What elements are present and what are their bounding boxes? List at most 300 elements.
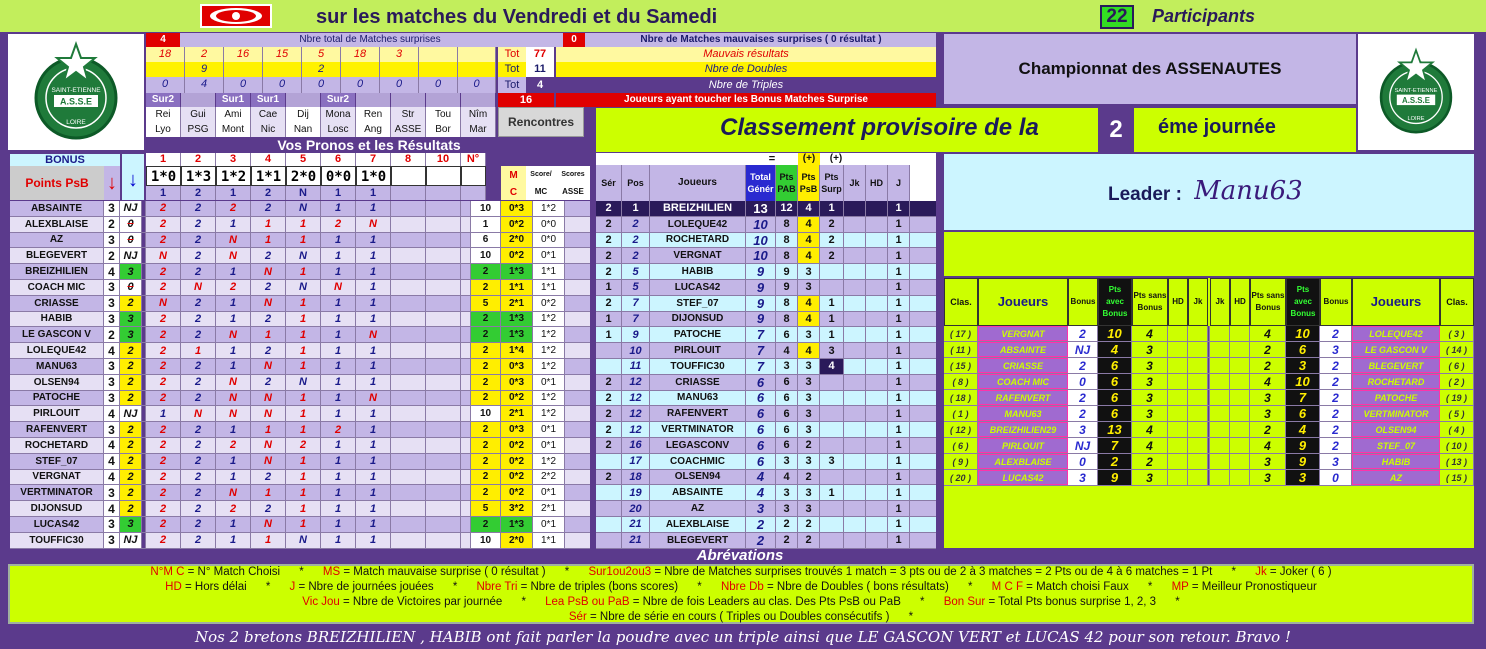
player-score-mc: 0*2 <box>501 470 533 485</box>
spacer <box>461 470 471 485</box>
ranking-jk <box>844 264 866 279</box>
top-stat-cell: 0 <box>224 77 263 93</box>
abbrev-key: HD <box>165 581 182 593</box>
ranking-name: PIRLOUIT <box>650 343 746 358</box>
abbrev-value: = Total Pts bonus surprise 1, 2, 3 * <box>985 596 1180 608</box>
abbrev-value: = Nbre de fois Leaders au clas. Des Pts PsB ou PaB * <box>629 596 944 608</box>
prono-cell <box>426 517 461 532</box>
rencontres-button[interactable]: Rencontres <box>498 107 584 137</box>
duel-ls: 3 <box>1132 406 1168 421</box>
leader-label: Leader : <box>1108 184 1182 205</box>
ranking-tot: 6 <box>746 454 776 469</box>
ranking-surp: 3 <box>820 343 844 358</box>
ranking-tot: 6 <box>746 375 776 390</box>
ranking-hd <box>866 533 888 548</box>
prono-cell: 1 <box>286 501 321 516</box>
prono-cell: 1 <box>216 470 251 485</box>
ranking-pos: 5 <box>622 264 650 279</box>
ranking-name: ALEXBLAISE <box>650 517 746 532</box>
duel-lb: NJ <box>1068 438 1098 453</box>
duel-ls: 2 <box>1132 454 1168 469</box>
duel-rc: ( 15 ) <box>1440 470 1474 485</box>
spacer <box>461 327 471 342</box>
ranking-pos: 7 <box>622 296 650 311</box>
ranking-hd <box>866 217 888 232</box>
player-match-choisi: 10 <box>471 533 501 548</box>
top-stat-cell: 18 <box>146 47 185 62</box>
ranking-tot: 4 <box>746 470 776 485</box>
duel-row <box>944 390 1474 406</box>
prono-cell: N <box>216 375 251 390</box>
prono-cell: N <box>216 233 251 248</box>
duel-rs: 4 <box>1250 438 1286 453</box>
top-stat-cell <box>419 47 458 62</box>
spacer <box>1168 358 1188 373</box>
ranking-psb: 3 <box>798 485 820 500</box>
ranking-hd <box>866 485 888 500</box>
spacer <box>461 391 471 406</box>
prono-cell <box>426 391 461 406</box>
player-psb-points: 3 <box>104 201 120 216</box>
prono-cell: 1 <box>356 359 391 374</box>
ranking-header-cell: Pts PAB <box>776 165 798 201</box>
prono-cell: 1 <box>286 312 321 327</box>
match-number: N° <box>461 153 486 166</box>
duel-la: 6 <box>1098 358 1132 373</box>
duel-row <box>944 374 1474 390</box>
ranking-pos: 12 <box>622 391 650 406</box>
prono-cell: 1 <box>286 343 321 358</box>
ranking-pos: 20 <box>622 501 650 516</box>
prono-cell: N <box>356 327 391 342</box>
ranking-psb: 3 <box>798 359 820 374</box>
duel-la: 4 <box>1098 342 1132 357</box>
duel-lb: 2 <box>1068 326 1098 341</box>
duel-lb: 3 <box>1068 470 1098 485</box>
top-stat-cell: 0 <box>263 77 302 93</box>
prono-cell: 1 <box>356 375 391 390</box>
duel-ln: PIRLOUIT <box>978 438 1068 453</box>
ranking-jk <box>844 501 866 516</box>
prono-cell <box>391 343 426 358</box>
abbrev-value: = Nbre de Matches surprises trouvés 1 match = 3 pts ou de 2 à 3 matches = 2 Pts ou de 4 à 6 matches = 1 Pt * <box>651 566 1256 578</box>
player-row <box>10 327 590 343</box>
ranking-row <box>596 533 936 549</box>
prono-cell: 2 <box>146 375 181 390</box>
ranking-j: 1 <box>888 470 910 485</box>
duel-ra: 3 <box>1286 470 1320 485</box>
player-score-asse: 0*1 <box>533 438 565 453</box>
duel-ls: 3 <box>1132 390 1168 405</box>
duel-rn: LOLEQUE42 <box>1352 326 1440 341</box>
spacer <box>1188 342 1208 357</box>
prono-cell: 1 <box>216 296 251 311</box>
prono-cell <box>391 517 426 532</box>
doubles-label: Nbre de Doubles <box>556 62 936 77</box>
duel-row <box>944 406 1474 422</box>
prono-cell: 2 <box>181 327 216 342</box>
ranking-tot: 7 <box>746 359 776 374</box>
prono-cell <box>391 327 426 342</box>
teams-grid <box>146 107 496 137</box>
svg-text:SAINT-ETIENNE: SAINT-ETIENNE <box>51 87 101 94</box>
ranking-pab: 2 <box>776 533 798 548</box>
footer-message: Nos 2 bretons BREIZHILIEN , HABIB ont fait parler la poudre avec un triple ainsi que LE GASCON VERT et LUCAS 42 pour son retour. Bravo ! <box>195 628 1291 646</box>
spacer <box>1168 454 1188 469</box>
spacer <box>1230 326 1250 341</box>
prono-cell: 2 <box>251 501 286 516</box>
ranking-surp: 2 <box>820 233 844 248</box>
ranking-pos: 1 <box>622 201 650 216</box>
duel-row <box>944 326 1474 342</box>
prono-cell <box>426 248 461 263</box>
player-bonus: 3 <box>120 264 142 279</box>
surprise-cell: Sur1 <box>216 93 251 107</box>
ranking-j: 1 <box>888 296 910 311</box>
ranking-jk <box>844 375 866 390</box>
prono-cell: 1 <box>356 422 391 437</box>
ranking-jk <box>844 533 866 548</box>
player-name: LE GASCON V <box>10 327 104 342</box>
abbrev-key: Vic Jou <box>302 596 340 608</box>
prono-cell: 1 <box>216 422 251 437</box>
prono-cell <box>426 312 461 327</box>
abbrev-key: Sur1ou2ou3 <box>588 566 652 578</box>
duel-rc: ( 13 ) <box>1440 454 1474 469</box>
prono-cell: 1 <box>321 327 356 342</box>
spacer <box>461 280 471 295</box>
match-result-sign <box>426 186 461 200</box>
ranking-pos: 10 <box>622 343 650 358</box>
duel-rn: VERTMINATOR <box>1352 406 1440 421</box>
team-cell: ASSE <box>391 122 426 137</box>
duel-lc: ( 18 ) <box>944 390 978 405</box>
duel-ls: 3 <box>1132 470 1168 485</box>
prono-cell <box>391 359 426 374</box>
asse-logo-right <box>1358 34 1474 150</box>
ranking-pab: 8 <box>776 233 798 248</box>
ranking-surp: 1 <box>820 201 844 216</box>
team-cell: Lyo <box>146 122 181 137</box>
duel-ra: 7 <box>1286 390 1320 405</box>
ranking-tot: 7 <box>746 327 776 342</box>
player-score-mc: 1*3 <box>501 264 533 279</box>
player-row <box>10 217 590 233</box>
prono-cell: 2 <box>146 280 181 295</box>
team-cell: Mar <box>461 122 496 137</box>
top-stat-cell: 0 <box>458 77 496 93</box>
top-stat-cell: 4 <box>185 77 224 93</box>
spacer <box>1230 390 1250 405</box>
ranking-ser <box>596 359 622 374</box>
duel-ra: 9 <box>1286 454 1320 469</box>
ranking-row <box>596 501 936 517</box>
player-score-mc: 0*2 <box>501 391 533 406</box>
duel-lc: ( 9 ) <box>944 454 978 469</box>
prono-cell: N <box>286 248 321 263</box>
player-score-mc: 2*1 <box>501 296 533 311</box>
team-cell: Losc <box>321 122 356 137</box>
player-bonus: 2 <box>120 343 142 358</box>
match-result-sign: 1 <box>146 186 181 200</box>
prono-cell: 1 <box>321 454 356 469</box>
ranking-pab: 12 <box>776 201 798 216</box>
team-cell: Str <box>391 107 426 122</box>
prono-cell: 2 <box>216 438 251 453</box>
spacer <box>1210 390 1230 405</box>
ranking-surp: 1 <box>820 485 844 500</box>
prono-cell: 1 <box>286 454 321 469</box>
player-name: HABIB <box>10 312 104 327</box>
ranking-ser <box>596 517 622 532</box>
spacer <box>1188 422 1208 437</box>
player-bonus: 2 <box>120 454 142 469</box>
ranking-ser <box>596 485 622 500</box>
surprise-cell <box>391 93 426 107</box>
player-score-mc: 0*3 <box>501 422 533 437</box>
ranking-name: STEF_07 <box>650 296 746 311</box>
ranking-psb: 3 <box>798 406 820 421</box>
prono-cell: 1 <box>216 454 251 469</box>
top-stats-row <box>146 62 496 77</box>
abbrev-lines <box>8 564 1474 624</box>
ranking-jk <box>844 201 866 216</box>
eye-icon <box>200 4 272 28</box>
ranking-psb: 3 <box>798 391 820 406</box>
abbrev-key: M C F <box>991 581 1023 593</box>
spacer <box>461 438 471 453</box>
ranking-ser: 2 <box>596 375 622 390</box>
prono-cell: N <box>286 375 321 390</box>
prono-cell <box>391 485 426 500</box>
spacer <box>1168 390 1188 405</box>
ranking-header-cell: Pts PsB <box>798 165 820 201</box>
svg-text:A.S.S.E: A.S.S.E <box>1402 95 1430 105</box>
match-result-sign <box>391 186 426 200</box>
prono-cell: 2 <box>146 501 181 516</box>
duel-lc: ( 15 ) <box>944 358 978 373</box>
ranking-jk <box>844 359 866 374</box>
player-psb-points: 2 <box>104 248 120 263</box>
ranking-row <box>596 280 936 296</box>
duel-ra: 3 <box>1286 358 1320 373</box>
prono-cell: 1 <box>356 233 391 248</box>
duel-rc: ( 19 ) <box>1440 390 1474 405</box>
team-cell: Tou <box>426 107 461 122</box>
prono-cell: 1 <box>321 375 356 390</box>
duel-rb: 2 <box>1320 406 1352 421</box>
prono-cell: 1 <box>321 501 356 516</box>
top-stat-cell: 0 <box>146 77 185 93</box>
ranking-ser: 1 <box>596 312 622 327</box>
duel-rb: 0 <box>1320 470 1352 485</box>
duels-header-right: Pts sans Bonus <box>1250 278 1286 326</box>
ranking-name: TOUFFIC30 <box>650 359 746 374</box>
player-row <box>10 470 590 486</box>
match-number: 6 <box>321 153 356 166</box>
player-score-mc: 0*2 <box>501 454 533 469</box>
ranking-pab: 6 <box>776 438 798 453</box>
prono-cell <box>391 280 426 295</box>
match-result <box>461 166 486 186</box>
spacer <box>1210 438 1230 453</box>
spacer <box>1188 326 1208 341</box>
player-score-mc: 3*2 <box>501 501 533 516</box>
player-psb-points: 4 <box>104 454 120 469</box>
ranking-header-cell: Pts Surp <box>820 165 844 201</box>
match-result <box>426 166 461 186</box>
prono-cell: N <box>286 280 321 295</box>
ranking-psb: 4 <box>798 248 820 263</box>
abbrev-line <box>8 565 1474 580</box>
ranking-header-cell: Total Génér <box>746 165 776 201</box>
ranking-psb: 3 <box>798 280 820 295</box>
abbrev-key: Sér <box>568 611 587 623</box>
ranking-name: ABSAINTE <box>650 485 746 500</box>
duel-rn: PATOCHE <box>1352 390 1440 405</box>
player-score-asse: 1*2 <box>533 312 565 327</box>
ranking-row <box>596 201 936 217</box>
prono-cell: 2 <box>181 391 216 406</box>
top-stat-cell: 0 <box>380 77 419 93</box>
ranking-jk <box>844 470 866 485</box>
player-row <box>10 533 590 549</box>
player-row <box>10 375 590 391</box>
duel-rn: HABIB <box>1352 454 1440 469</box>
plus-label: (+) <box>798 153 820 165</box>
prono-cell: 2 <box>181 359 216 374</box>
match-number: 2 <box>181 153 216 166</box>
abbrev-title: Abrévations <box>696 548 784 564</box>
ranking-pos: 2 <box>622 248 650 263</box>
duels-header-left: HD <box>1168 278 1188 326</box>
prono-cell <box>426 280 461 295</box>
player-score-mc: 1*4 <box>501 343 533 358</box>
duel-row <box>944 470 1474 486</box>
abbrev-key: J <box>289 581 296 593</box>
ranking-header-cell: HD <box>866 165 888 201</box>
ranking-j: 1 <box>888 501 910 516</box>
prono-cell: 2 <box>146 343 181 358</box>
duel-rs: 3 <box>1250 390 1286 405</box>
team-cell: Ren <box>356 107 391 122</box>
ranking-j: 1 <box>888 517 910 532</box>
player-bonus: NJ <box>120 201 142 216</box>
duel-ls: 4 <box>1132 422 1168 437</box>
duel-rs: 4 <box>1250 374 1286 389</box>
prono-cell: 2 <box>146 454 181 469</box>
ranking-psb: 3 <box>798 327 820 342</box>
spacer <box>461 454 471 469</box>
match-result-sign: 2 <box>251 186 286 200</box>
ranking-jk <box>844 406 866 421</box>
prono-cell <box>391 422 426 437</box>
match-number: 3 <box>216 153 251 166</box>
player-psb-points: 3 <box>104 533 120 548</box>
duel-ls: 4 <box>1132 326 1168 341</box>
player-psb-points: 2 <box>104 327 120 342</box>
ranking-psb: 2 <box>798 470 820 485</box>
prono-cell <box>391 296 426 311</box>
prono-cell: N <box>356 217 391 232</box>
ranking-pos: 18 <box>622 470 650 485</box>
player-psb-points: 4 <box>104 264 120 279</box>
duel-rn: AZ <box>1352 470 1440 485</box>
ranking-tot: 7 <box>746 343 776 358</box>
player-psb-points: 4 <box>104 501 120 516</box>
ranking-psb: 3 <box>798 375 820 390</box>
ranking-row <box>596 233 936 249</box>
prono-cell: 1 <box>321 359 356 374</box>
prono-cell: N <box>251 406 286 421</box>
top-stat-cell <box>458 62 496 77</box>
total-surprises-value: 4 <box>146 33 180 47</box>
ranking-hd <box>866 280 888 295</box>
prono-cell: 2 <box>181 454 216 469</box>
top-stat-cell: 3 <box>380 47 419 62</box>
prono-cell <box>391 501 426 516</box>
ranking-j: 1 <box>888 438 910 453</box>
top-stats-row <box>146 47 496 62</box>
ranking-pab: 8 <box>776 248 798 263</box>
ranking-ser: 1 <box>596 327 622 342</box>
prono-cell: 2 <box>181 517 216 532</box>
duel-rc: ( 10 ) <box>1440 438 1474 453</box>
ranking-pos: 5 <box>622 280 650 295</box>
ranking-name: LUCAS42 <box>650 280 746 295</box>
player-row <box>10 312 590 328</box>
spacer <box>461 517 471 532</box>
player-bonus: NJ <box>120 406 142 421</box>
ranking-header-cell: Jk <box>844 165 866 201</box>
player-name: AZ <box>10 233 104 248</box>
player-row <box>10 438 590 454</box>
prono-cell: 1 <box>321 438 356 453</box>
ranking-pos: 17 <box>622 454 650 469</box>
ranking-jk <box>844 233 866 248</box>
ranking-j: 1 <box>888 533 910 548</box>
prono-cell: 1 <box>286 217 321 232</box>
prono-cell: 1 <box>321 264 356 279</box>
prono-cell: 2 <box>181 296 216 311</box>
duel-ln: COACH MIC <box>978 374 1068 389</box>
score-header: Score/ <box>530 171 552 178</box>
prono-cell: 2 <box>181 422 216 437</box>
prono-cell <box>426 359 461 374</box>
player-score-mc: 0*3 <box>501 201 533 216</box>
ranking-surp <box>820 517 844 532</box>
player-score-mc: 2*1 <box>501 406 533 421</box>
duel-ln: LUCAS42 <box>978 470 1068 485</box>
player-name: MANU63 <box>10 359 104 374</box>
prono-cell: N <box>251 391 286 406</box>
spacer <box>1168 342 1188 357</box>
ranking-tot: 4 <box>746 485 776 500</box>
prono-cell: 1 <box>321 248 356 263</box>
duel-row <box>944 358 1474 374</box>
duel-lc: ( 6 ) <box>944 438 978 453</box>
ranking-pab: 3 <box>776 454 798 469</box>
ranking-tot: 10 <box>746 248 776 263</box>
spacer <box>1210 422 1230 437</box>
ranking-pab: 3 <box>776 359 798 374</box>
top-stat-cell: 15 <box>263 47 302 62</box>
ranking-hd <box>866 343 888 358</box>
ranking-ser: 2 <box>596 406 622 421</box>
ranking-surp: 2 <box>820 217 844 232</box>
prono-cell <box>391 470 426 485</box>
ranking-ser <box>596 501 622 516</box>
